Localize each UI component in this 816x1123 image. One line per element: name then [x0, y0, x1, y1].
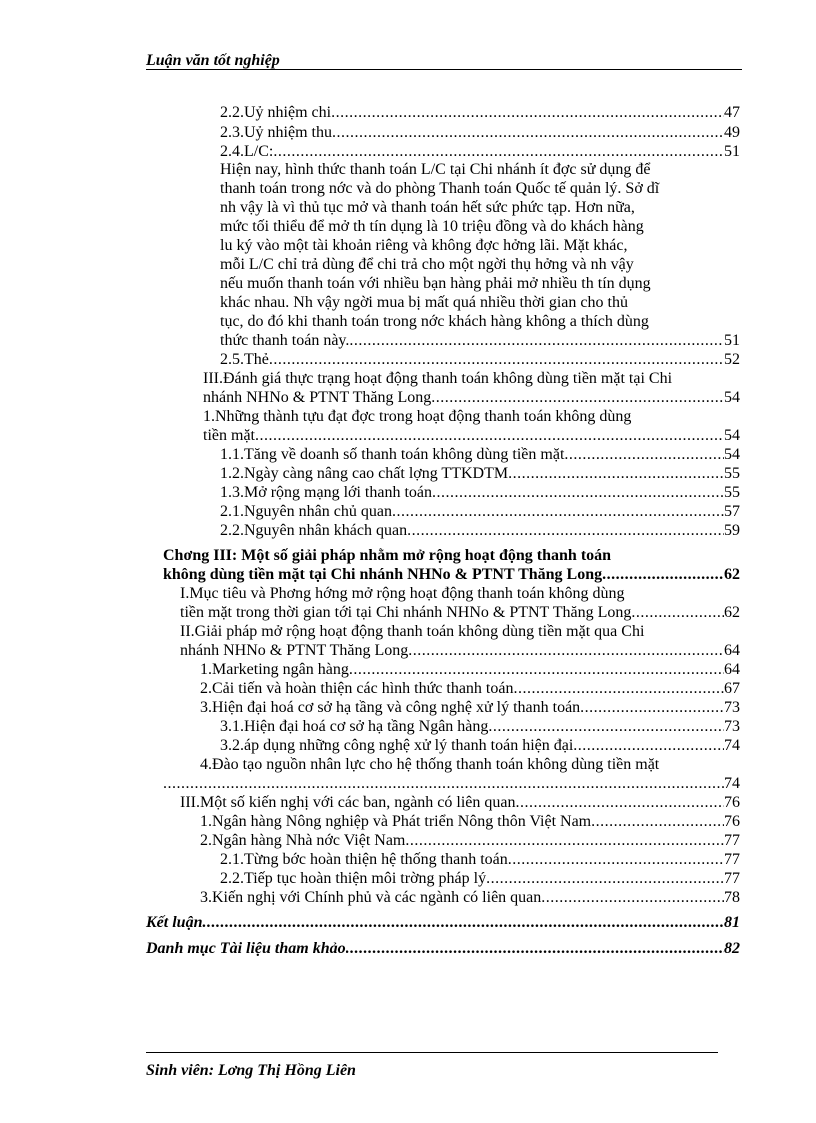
toc-page: 82: [724, 940, 740, 957]
toc-page: 57: [724, 503, 740, 520]
toc-page: 73: [724, 699, 740, 716]
toc-entry-text[interactable]: II.Giải pháp mở rộng hoạt động thanh toán không dùng tiền mặt qua Chi: [180, 623, 645, 640]
paragraph-line: thanh toán trong nớc và do phòng Thanh toán Quốc tế quản lý. Sở dĩ: [220, 180, 660, 197]
paragraph-line: mỗi L/C chỉ trả dùng để chi trả cho một ngời thụ hởng và nh vậy: [220, 256, 634, 273]
dot-leader: [602, 565, 724, 585]
toc-page: 77: [724, 870, 740, 887]
dot-leader: [163, 774, 724, 794]
toc-page: 74: [724, 737, 740, 754]
toc-page: 76: [724, 794, 740, 811]
dot-leader: [488, 717, 724, 737]
toc-entry-text: 2.2.Uỷ nhiệm chi: [220, 104, 332, 121]
dot-leader: [541, 888, 724, 908]
toc-entry-text: 2.2.Nguyên nhân khách quan: [220, 522, 408, 539]
toc-entry-text: 2.3.Uỷ nhiệm thu: [220, 124, 332, 141]
toc-entry[interactable]: [220, 464, 740, 484]
toc-page: 51: [724, 143, 740, 160]
toc-page: 77: [724, 851, 740, 868]
toc-entry[interactable]: [203, 388, 740, 408]
toc-page: 52: [724, 351, 740, 368]
toc-page: 49: [724, 124, 740, 141]
toc-entry-text[interactable]: 4.Đào tạo nguồn nhân lực cho hệ thống thanh toán không dùng tiền mặt: [200, 756, 660, 773]
toc-entry-text: 3.2.áp dụng những công nghệ xử lý thanh toán hiện đại: [220, 737, 574, 754]
dot-leader: [486, 869, 724, 889]
toc-entry-text: 2.Cải tiến và hoàn thiện các hình thức thanh toán: [200, 680, 514, 697]
toc-entry-text: 2.1.Từng bớc hoàn thiện hệ thống thanh toán: [220, 851, 508, 868]
toc-entry-text: thức thanh toán này.: [220, 332, 350, 349]
toc-entry[interactable]: [180, 641, 740, 661]
paragraph-line: tục, do đó khi thanh toán trong nớc khách hàng không a thích dùng: [220, 313, 649, 330]
toc-page: 54: [724, 427, 740, 444]
toc-entry-text: tiền mặt: [203, 427, 255, 444]
toc-entry[interactable]: [200, 660, 740, 680]
toc-page: 54: [724, 389, 740, 406]
toc-entry-text: nhánh NHNo & PTNT Thăng Long: [203, 389, 432, 406]
toc-entry[interactable]: [220, 103, 740, 123]
toc-entry-text: Danh mục Tài liệu tham khảo: [146, 940, 346, 957]
dot-leader: [515, 793, 724, 813]
toc-page: 62: [724, 604, 740, 621]
paragraph-line: Hiện nay, hình thức thanh toán L/C tại Chi nhánh ít đợc sử dụng để: [220, 161, 651, 178]
toc-entry[interactable]: [220, 350, 740, 370]
header-title: Luận văn tốt nghiệp: [146, 52, 280, 69]
toc-entry[interactable]: [203, 426, 740, 446]
paragraph-line: nếu muốn thanh toán với nhiều bạn hàng phải mở nhiều th tín dụng: [220, 275, 651, 292]
toc-entry-text: III.Một số kiến nghị với các ban, ngành có liên quan: [180, 794, 516, 811]
toc-page: 47: [724, 104, 740, 121]
toc-entry-text[interactable]: I.Mục tiêu và Phơng hớng mở rộng hoạt động thanh toán không dùng: [180, 585, 625, 602]
toc-entry[interactable]: [146, 939, 740, 959]
toc-entry[interactable]: [220, 850, 740, 870]
toc-entry-text[interactable]: III.Đánh giá thực trạng hoạt động thanh toán không dùng tiền mặt tại Chi: [203, 370, 673, 387]
toc-entry[interactable]: [146, 913, 740, 933]
toc-entry-text: 2.5.Thẻ: [220, 351, 269, 368]
footer-rule: [146, 1052, 718, 1053]
dot-leader: [407, 521, 724, 541]
toc-page: 62: [724, 566, 740, 583]
dot-leader: [431, 388, 724, 408]
dot-leader: [273, 142, 724, 162]
toc-entry-text: 1.2.Ngày càng nâng cao chất lợng TTKDTM: [220, 465, 509, 482]
toc-entry[interactable]: [220, 521, 740, 541]
toc-page: 81: [724, 914, 740, 931]
footer-text: Sinh viên: Lơng Thị Hồng Liên: [146, 1062, 356, 1079]
dot-leader: [392, 502, 724, 522]
toc-entry[interactable]: [200, 812, 740, 832]
toc-page: 64: [724, 661, 740, 678]
toc-entry[interactable]: [200, 698, 740, 718]
toc-entry-text: 2.4.L/C:: [220, 143, 274, 160]
toc-entry-text: 1.Ngân hàng Nông nghiệp và Phát triển Nông thôn Việt Nam: [200, 813, 592, 830]
dot-leader: [591, 812, 724, 832]
toc-entry-text: 2.Ngân hàng Nhà nớc Việt Nam: [200, 832, 406, 849]
dot-leader: [580, 698, 724, 718]
toc-entry[interactable]: [220, 869, 740, 889]
paragraph-line: nh vậy là vì thủ tục mở và thanh toán hết sức phức tạp. Hơn nữa,: [220, 199, 635, 216]
toc-page: 77: [724, 832, 740, 849]
toc-entry-text: 2.1.Nguyên nhân chủ quan: [220, 503, 392, 520]
toc-page: 59: [724, 522, 740, 539]
toc-page: 55: [724, 484, 740, 501]
toc-entry[interactable]: [220, 736, 740, 756]
toc-entry-text: tiền mặt trong thời gian tới tại Chi nhánh NHNo & PTNT Thăng Long: [180, 604, 632, 621]
dot-leader: [269, 350, 724, 370]
dot-leader: [202, 913, 724, 933]
toc-entry[interactable]: [220, 142, 740, 162]
toc-entry[interactable]: [220, 445, 740, 465]
dot-leader: [331, 103, 724, 123]
dot-leader: [631, 603, 724, 623]
toc-page: 51: [724, 332, 740, 349]
toc-entry[interactable]: [200, 679, 740, 699]
toc-page: 67: [724, 680, 740, 697]
dot-leader: [564, 445, 724, 465]
toc-entry[interactable]: [200, 888, 740, 908]
toc-entry-text: 3.Kiến nghị với Chính phủ và các ngành có liên quan: [200, 889, 542, 906]
chapter-heading[interactable]: Chơng III: Một số giải pháp nhằm mở rộng hoạt động thanh toán: [163, 547, 612, 564]
dot-leader: [346, 939, 724, 959]
toc-entry[interactable]: [220, 331, 740, 351]
dot-leader: [349, 660, 724, 680]
toc-entry[interactable]: [180, 793, 740, 813]
dot-leader: [255, 426, 724, 446]
dot-leader: [332, 123, 724, 143]
toc-entry[interactable]: [220, 717, 740, 737]
dot-leader: [408, 641, 724, 661]
toc-page: 78: [724, 889, 740, 906]
toc-entry-text: 1.1.Tăng về doanh số thanh toán không dùng tiền mặt: [220, 446, 565, 463]
toc-entry-text[interactable]: 1.Những thành tựu đạt đợc trong hoạt động thanh toán không dùng: [203, 408, 632, 425]
toc-entry-text: Kết luận: [146, 914, 203, 931]
toc-entry-text: 1.3.Mở rộng mạng lới thanh toán: [220, 484, 433, 501]
toc-entry[interactable]: [200, 831, 740, 851]
paragraph-line: lu ký vào một tài khoản riêng và không đợc hởng lãi. Mặt khác,: [220, 237, 628, 254]
toc-entry-text: không dùng tiền mặt tại Chi nhánh NHNo & PTNT Thăng Long: [163, 566, 603, 583]
dot-leader: [508, 464, 724, 484]
dot-leader: [513, 679, 724, 699]
toc-entry[interactable]: [220, 502, 740, 522]
toc-page: 55: [724, 465, 740, 482]
dot-leader: [573, 736, 724, 756]
dot-leader: [432, 483, 724, 503]
toc-page: 74: [724, 775, 740, 792]
toc-entry-text: 3.Hiện đại hoá cơ sở hạ tầng và công nghệ xử lý thanh toán: [200, 699, 581, 716]
toc-entry[interactable]: [163, 565, 740, 585]
toc-entry-text: 1.Marketing ngân hàng: [200, 661, 349, 678]
dot-leader: [508, 850, 724, 870]
paragraph-line: mức tối thiểu để mở th tín dụng là 10 triệu đồng và do khách hàng: [220, 218, 644, 235]
dot-leader: [405, 831, 724, 851]
toc-page: 73: [724, 718, 740, 735]
toc-entry-text: 2.2.Tiếp tục hoàn thiện môi trờng pháp lý: [220, 870, 487, 887]
toc-entry-text: nhánh NHNo & PTNT Thăng Long: [180, 642, 409, 659]
toc-entry[interactable]: [220, 483, 740, 503]
toc-entry[interactable]: [180, 603, 740, 623]
header-rule: [146, 69, 742, 70]
toc-page: 54: [724, 446, 740, 463]
toc-entry-text: 3.1.Hiện đại hoá cơ sở hạ tầng Ngân hàng: [220, 718, 489, 735]
dot-leader: [349, 331, 724, 351]
toc-entry[interactable]: [220, 123, 740, 143]
toc-page: 64: [724, 642, 740, 659]
toc-entry[interactable]: [163, 774, 740, 794]
toc-page: 76: [724, 813, 740, 830]
paragraph-line: khác nhau. Nh vậy ngời mua bị mất quá nhiều thời gian cho thủ: [220, 294, 628, 311]
